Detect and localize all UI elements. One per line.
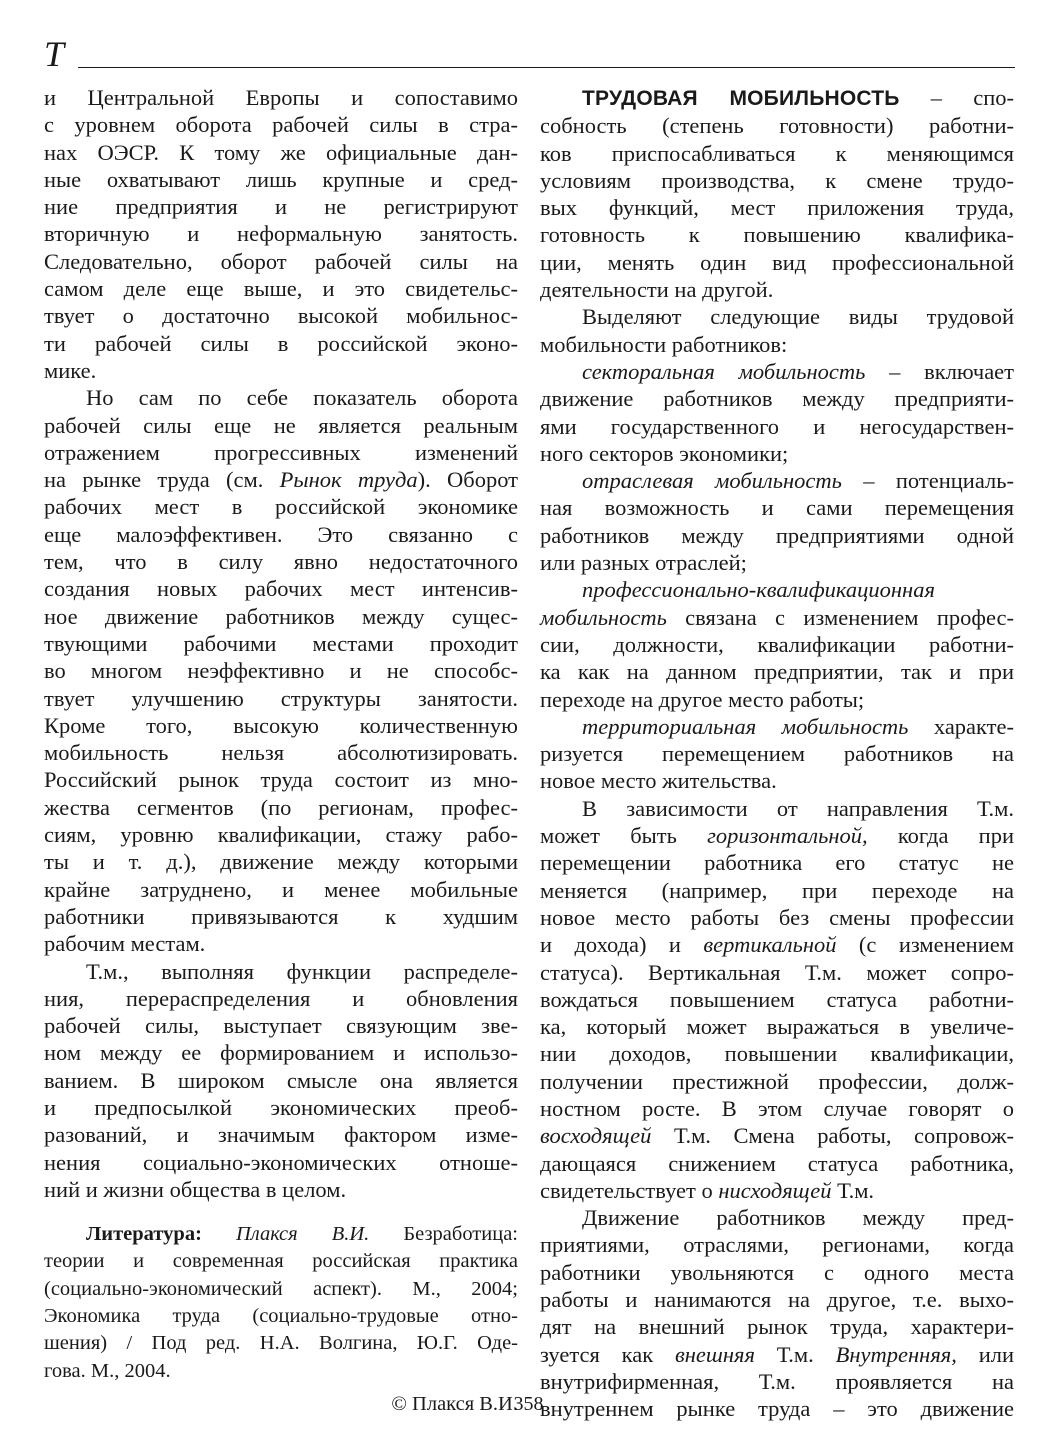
text-line: перемещении работника его статус не (540, 850, 1014, 876)
paragraph-types-intro (540, 303, 1014, 358)
text-line (540, 931, 1014, 958)
text-line: во многом неэффективно и не способс- (44, 658, 518, 684)
text-line: условиям производства, к смене трудо- (540, 167, 1014, 193)
text-line: ностном росте. В этом случае говорят о (540, 1095, 1014, 1121)
literature-label: Литература: (86, 1223, 202, 1246)
text-line: ризуется перемещением работников на (540, 741, 1014, 767)
text-run: может быть (540, 823, 708, 849)
text-line: работы и нанимаются на другое, т.е. выхо- (540, 1287, 1014, 1313)
paragraph-sectoral (540, 358, 1014, 467)
text-line: с уровнем оборота рабочей силы в стра- (44, 112, 518, 138)
text-line: и предпосылкой экономических преоб- (44, 1094, 518, 1120)
text-line: Выделяют следующие виды трудовой (582, 304, 1014, 330)
text-line: ванием. В широком смысле она является (44, 1067, 518, 1093)
text-line (540, 1177, 1014, 1204)
text-line: теории и современная российская практика (44, 1250, 518, 1273)
text-line: Следовательно, оборот рабочей силы на (44, 248, 518, 274)
italic-term: восходящей (540, 1123, 652, 1149)
text-line: движение работников между предприяти- (540, 386, 1014, 412)
text-line (540, 467, 1014, 494)
text-line: работники привязываются к худшим (44, 903, 518, 929)
text-line: самом деле еще выше, и это свидетельс- (44, 276, 518, 302)
text-line: или разных отраслей; (540, 550, 747, 576)
text-run: зуется как (540, 1341, 675, 1367)
entry-term: ТРУДОВАЯ МОБИЛЬНОСТЬ (582, 87, 900, 110)
text-line (540, 1341, 1014, 1368)
left-column (44, 84, 518, 1418)
paragraph-professional (540, 576, 1014, 712)
right-column (540, 84, 1014, 1423)
text-line: сии, должности, квалификации работни- (540, 631, 1014, 657)
text-line (540, 604, 1014, 631)
italic-term: территориальная мобильность (582, 713, 909, 739)
text-line: ная возможность и сами перемещения (540, 495, 1014, 521)
header-section-letter: Т (44, 34, 65, 74)
text-run: Т.м. (831, 1177, 875, 1203)
text-line: дят на внешний рынок труда, характери- (540, 1314, 1014, 1340)
text-line: вых функций, мест приложения труда, (540, 195, 1014, 221)
page-number: 358 (513, 1393, 544, 1415)
text-line (44, 1221, 518, 1248)
text-line: ков приспосабливаться к меняющимся (540, 140, 1014, 166)
text-line (540, 1122, 1014, 1149)
text-line: нии доходов, повышении квалификации, (540, 1041, 1014, 1067)
text-line: собность (степень готовности) работни- (540, 113, 1014, 139)
paragraph-territorial (540, 713, 1014, 795)
text-line: сиям, уровню квалификации, стажу рабо- (44, 822, 518, 848)
text-line: Т.м., выполняя функции распределе- (86, 958, 518, 984)
text-line: крайне затруднено, и менее мобильные (44, 876, 518, 902)
copyright-line: © Плакся В.И. (391, 1392, 518, 1415)
text-line (540, 576, 1014, 603)
text-line: ном между ее формированием и использо- (44, 1040, 518, 1066)
text-line: отражением прогрессивных изменений (44, 439, 518, 465)
text-line: рабочей силы еще не является реальным (44, 412, 518, 438)
text-line: шения) / Под ред. Н.А. Волгина, Ю.Г. Оде- (44, 1332, 518, 1355)
text-run: связана с изменением профес- (666, 604, 1014, 630)
text-run: – включает (865, 358, 1014, 384)
paragraph-continued (44, 84, 518, 384)
text-line: ты и т. д.), движение между которыми (44, 849, 518, 875)
text-line: работники увольняются с одного места (540, 1259, 1014, 1285)
text-line: получении престижной профессии, долж- (540, 1068, 1014, 1094)
text-line: ное движение работников между сущес- (44, 603, 518, 629)
italic-term: горизонтальной, (707, 823, 868, 849)
text-line: еще малоэффективен. Это связанно с (44, 521, 518, 547)
italic-term: Внутренняя, (835, 1341, 957, 1367)
text-line: ний и жизни общества в целом. (44, 1176, 347, 1202)
italic-term: отраслевая мобильность (582, 468, 842, 494)
text-line: тем, что в силу явно недостаточного (44, 549, 518, 575)
italic-term: профессионально-квалификационная (582, 577, 935, 603)
text-line: ти рабочей силы в российской эконо- (44, 330, 518, 356)
text-line: ка как на данном предприятии, так и при (540, 659, 1014, 685)
text-line: разований, и значимым фактором изме- (44, 1122, 518, 1148)
text-line: новое место работы без смены профессии (540, 904, 1014, 930)
italic-term: мобильность (540, 604, 667, 630)
text-run: свидетельствует о (540, 1177, 719, 1203)
text-line: ние предприятия и не регистрируют (44, 194, 518, 220)
text-run: или (956, 1341, 1015, 1367)
text-line: новое место жительства. (540, 768, 777, 794)
text-line: ния, перераспределения и обновления (44, 985, 518, 1011)
cross-reference-link[interactable]: Рынок труда (279, 467, 418, 493)
text-line: переходе на другое место работы; (540, 686, 865, 712)
italic-term: нисходящей (718, 1177, 832, 1203)
text-line: меняется (например, при переходе на (540, 877, 1014, 903)
text-line: Движение работников между пред- (582, 1205, 1014, 1231)
text-run: (с изменением (836, 932, 1014, 958)
text-line: рабочим местам. (44, 931, 206, 957)
text-run: и дохода) и (540, 932, 704, 958)
text-run: – спо- (899, 85, 1014, 110)
text-line: мобильность нельзя абсолютизировать. (44, 740, 518, 766)
text-line: твующими рабочими местами проходит (44, 630, 518, 656)
text-line: Экономика труда (социально-трудовые отно- (44, 1305, 518, 1328)
text-run: – потенциаль- (841, 468, 1014, 494)
italic-term: внешняя (674, 1341, 755, 1367)
italic-term: вертикальной (703, 932, 837, 958)
text-line: вторичную и неформальную занятость. (44, 221, 518, 247)
text-line: Российский рынок труда состоит из мно- (44, 767, 518, 793)
text-line: готовность к повышению квалифика- (540, 222, 1014, 248)
text-line: рабочей силы, выступает связующим зве- (44, 1013, 518, 1039)
text-line: внутреннем рынке труда – это движение (540, 1396, 1014, 1422)
text-line: ями государственного и негосударствен- (540, 413, 1014, 439)
paragraph-branch (540, 467, 1014, 576)
text-line: ные охватывают лишь крупные и сред- (44, 166, 518, 192)
text-line: ции, менять один вид профессиональной (540, 249, 1014, 275)
text-line: нах ОЭСР. К тому же официальные дан- (44, 139, 518, 165)
text-run: Т.м. Смена работы, сопровож- (651, 1123, 1014, 1149)
paragraph-movement (540, 1204, 1014, 1422)
text-line: вождаться повышением статуса работни- (540, 986, 1014, 1012)
entry-definition (540, 84, 1014, 303)
text-run: ). Оборот (417, 467, 518, 493)
text-line (540, 84, 1014, 112)
paragraph-functions (44, 958, 518, 1204)
text-line: статуса). Вертикальная Т.м. может сопро- (540, 959, 1014, 985)
text-line: гова. М., 2004. (44, 1359, 171, 1382)
text-line: твует о достаточно высокой мобильнос- (44, 303, 518, 329)
italic-term: секторальная мобильность (582, 358, 866, 384)
text-line: дающаяся снижением статуса работника, (540, 1150, 1014, 1176)
text-line: ка, который может выражаться в увеличе- (540, 1014, 1014, 1040)
literature-block (44, 1221, 518, 1418)
text-line: нения социально-экономических отноше- (44, 1149, 518, 1175)
text-run: характе- (908, 713, 1014, 739)
text-line: (социально-экономический аспект). М., 2004; (44, 1277, 518, 1300)
text-line: работников между предприятиями одной (540, 522, 1014, 548)
text-line: жества сегментов (по регионам, профес- (44, 794, 518, 820)
paragraph-direction (540, 795, 1014, 1204)
text-run: когда при (867, 823, 1014, 849)
text-line: В зависимости от направления Т.м. (582, 795, 1014, 821)
text-line (540, 358, 1014, 385)
text-line: деятельности на другой. (540, 277, 774, 303)
text-run: Т.м. (754, 1341, 836, 1367)
text-line (540, 713, 1014, 740)
text-line (540, 822, 1014, 849)
text-line: Кроме того, высокую количественную (44, 712, 518, 738)
header-rule (78, 67, 1015, 68)
text-line: создания новых рабочих мест интенсив- (44, 576, 518, 602)
text-line: ного секторов экономики; (540, 440, 789, 466)
text-line: рабочих мест в российской экономике (44, 494, 518, 520)
text-run: Безработица: (369, 1223, 519, 1246)
text-line: мобильности работников: (540, 331, 788, 357)
paragraph-market-indicator (44, 384, 518, 957)
text-line: твует улучшению структуры занятости. (44, 685, 518, 711)
text-line: мике. (44, 357, 97, 383)
text-line: и Центральной Европы и сопоставимо (44, 85, 518, 110)
literature-author: Плакся В.И. (235, 1223, 370, 1246)
text-line: внутрифирменная, Т.м. проявляется на (540, 1368, 1014, 1394)
text-run: на рынке труда (см. (44, 467, 280, 493)
text-line (44, 466, 518, 493)
text-line: Но сам по себе показатель оборота (86, 385, 518, 411)
text-line: приятиями, отраслями, регионами, когда (540, 1232, 1014, 1258)
